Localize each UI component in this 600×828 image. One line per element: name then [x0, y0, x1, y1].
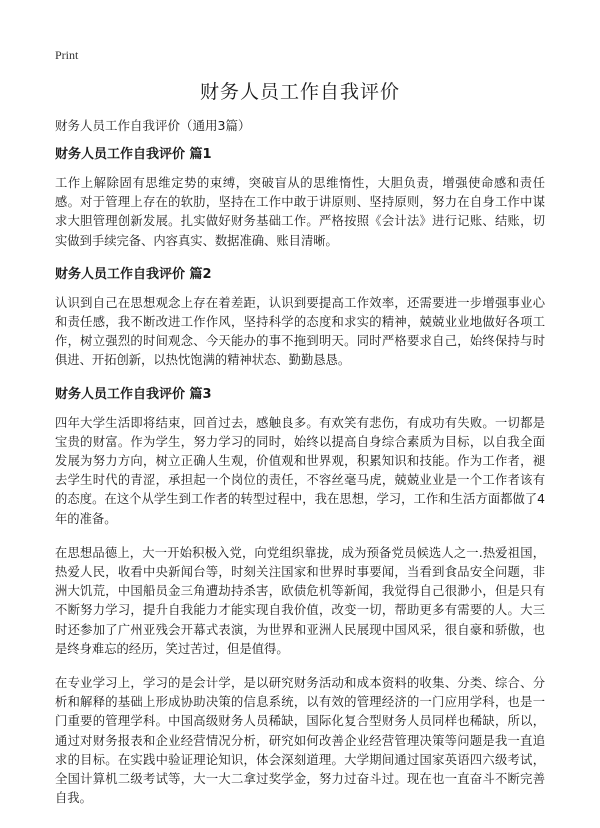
section-paragraph: 四年大学生活即将结束，回首过去，感触良多。有欢笑有悲伤，有成功有失败。一切都是宝贵的财富。作为学生，努力学习的同时，始终以提高自身综合素质为目标，以自我全面发展为努力方向，树立正确人生观，价值观和世界观，积累知识和技能。作为工作者，褪去学生时代的青涩，承担起一个岗位的责任，不容丝毫马虎，兢兢业业是一个工作者该有的态度。在这个从学生到工作者的转型过程中，我在思想，学习，工作和生活方面都做了4年的准备。: [55, 415, 545, 526]
document-subtitle: 财务人员工作自我评价（通用3篇）: [55, 118, 251, 133]
section-paragraph: 工作上解除固有思维定势的束缚，突破盲从的思维惰性，大胆负责，增强使命感和责任感。对于管理上存在的软肋，坚持在工作中敢于讲原则、坚持原则，努力在自身工作中谋求大胆管理创新发展。扎实做好财务基础工作。严格按照《会计法》进行记账、结账，切实做到手续完备、内容真实、数据准确、账目清晰。: [55, 176, 545, 248]
section-paragraph: 在专业学习上，学习的是会计学，是以研究财务活动和成本资料的收集、分类、综合、分析和解释的基础上形成协助决策的信息系统，以有效的管理经济的一门应用学科，也是一门重要的管理学科。中国高级财务人员稀缺，国际化复合型财务人员同样也稀缺，所以，通过对财务报表和企业经营情况分析，研究如何改善企业经营管理决策等问题是我一直追求的目标。在实践中验证理论知识，体会深刻道理。大学期间通过国家英语四六级考试，全国计算机二级考试等，大一大二拿过奖学金，努力过奋斗过。现在也一直奋斗不断完善自我。: [55, 676, 545, 806]
section-heading: 财务人员工作自我评价 篇2: [55, 266, 212, 282]
document-body: [55, 118, 545, 823]
section-heading: 财务人员工作自我评价 篇1: [55, 147, 212, 162]
section-3: [55, 386, 545, 809]
section-heading: 财务人员工作自我评价 篇3: [55, 386, 212, 402]
section-2: [55, 266, 545, 371]
section-1: [55, 146, 545, 251]
section-paragraph: 认识到自己在思想观念上存在着差距，认识到要提高工作效率，还需要进一步增强事业心和责任感，我不断改进工作作风，坚持科学的态度和求实的精神，兢兢业业地做好各项工作，树立强烈的时间观念、今天能办的事不拖到明天。同时严格要求自己，始终保持与时俱进、开拓创新，以热忱饱满的精神状态、勤勤恳恳。: [55, 295, 545, 368]
page-title: 财务人员工作自我评价: [199, 81, 400, 103]
print-link[interactable]: Print: [55, 48, 79, 62]
section-paragraph: 在思想品德上，大一开始积极入党，向党组织靠拢，成为预备党员候选人之一.热爱祖国，热爱人民，收看中央新闻台等，时刻关注国家和世界时事要闻，当看到食品安全问题，非洲大饥荒，中国船员金三角遭劫持杀害，欧债危机等新闻，我觉得自己很渺小，但是只有不断努力学习，提升自我能力才能实现自我价值，改变一切，帮助更多有需要的人。大三时还参加了广州亚残会开幕式表演，为世界和亚洲人民展现中国风采，很自豪和骄傲，也是终身难忘的经历，笑过苦过，但是值得。: [55, 545, 545, 656]
